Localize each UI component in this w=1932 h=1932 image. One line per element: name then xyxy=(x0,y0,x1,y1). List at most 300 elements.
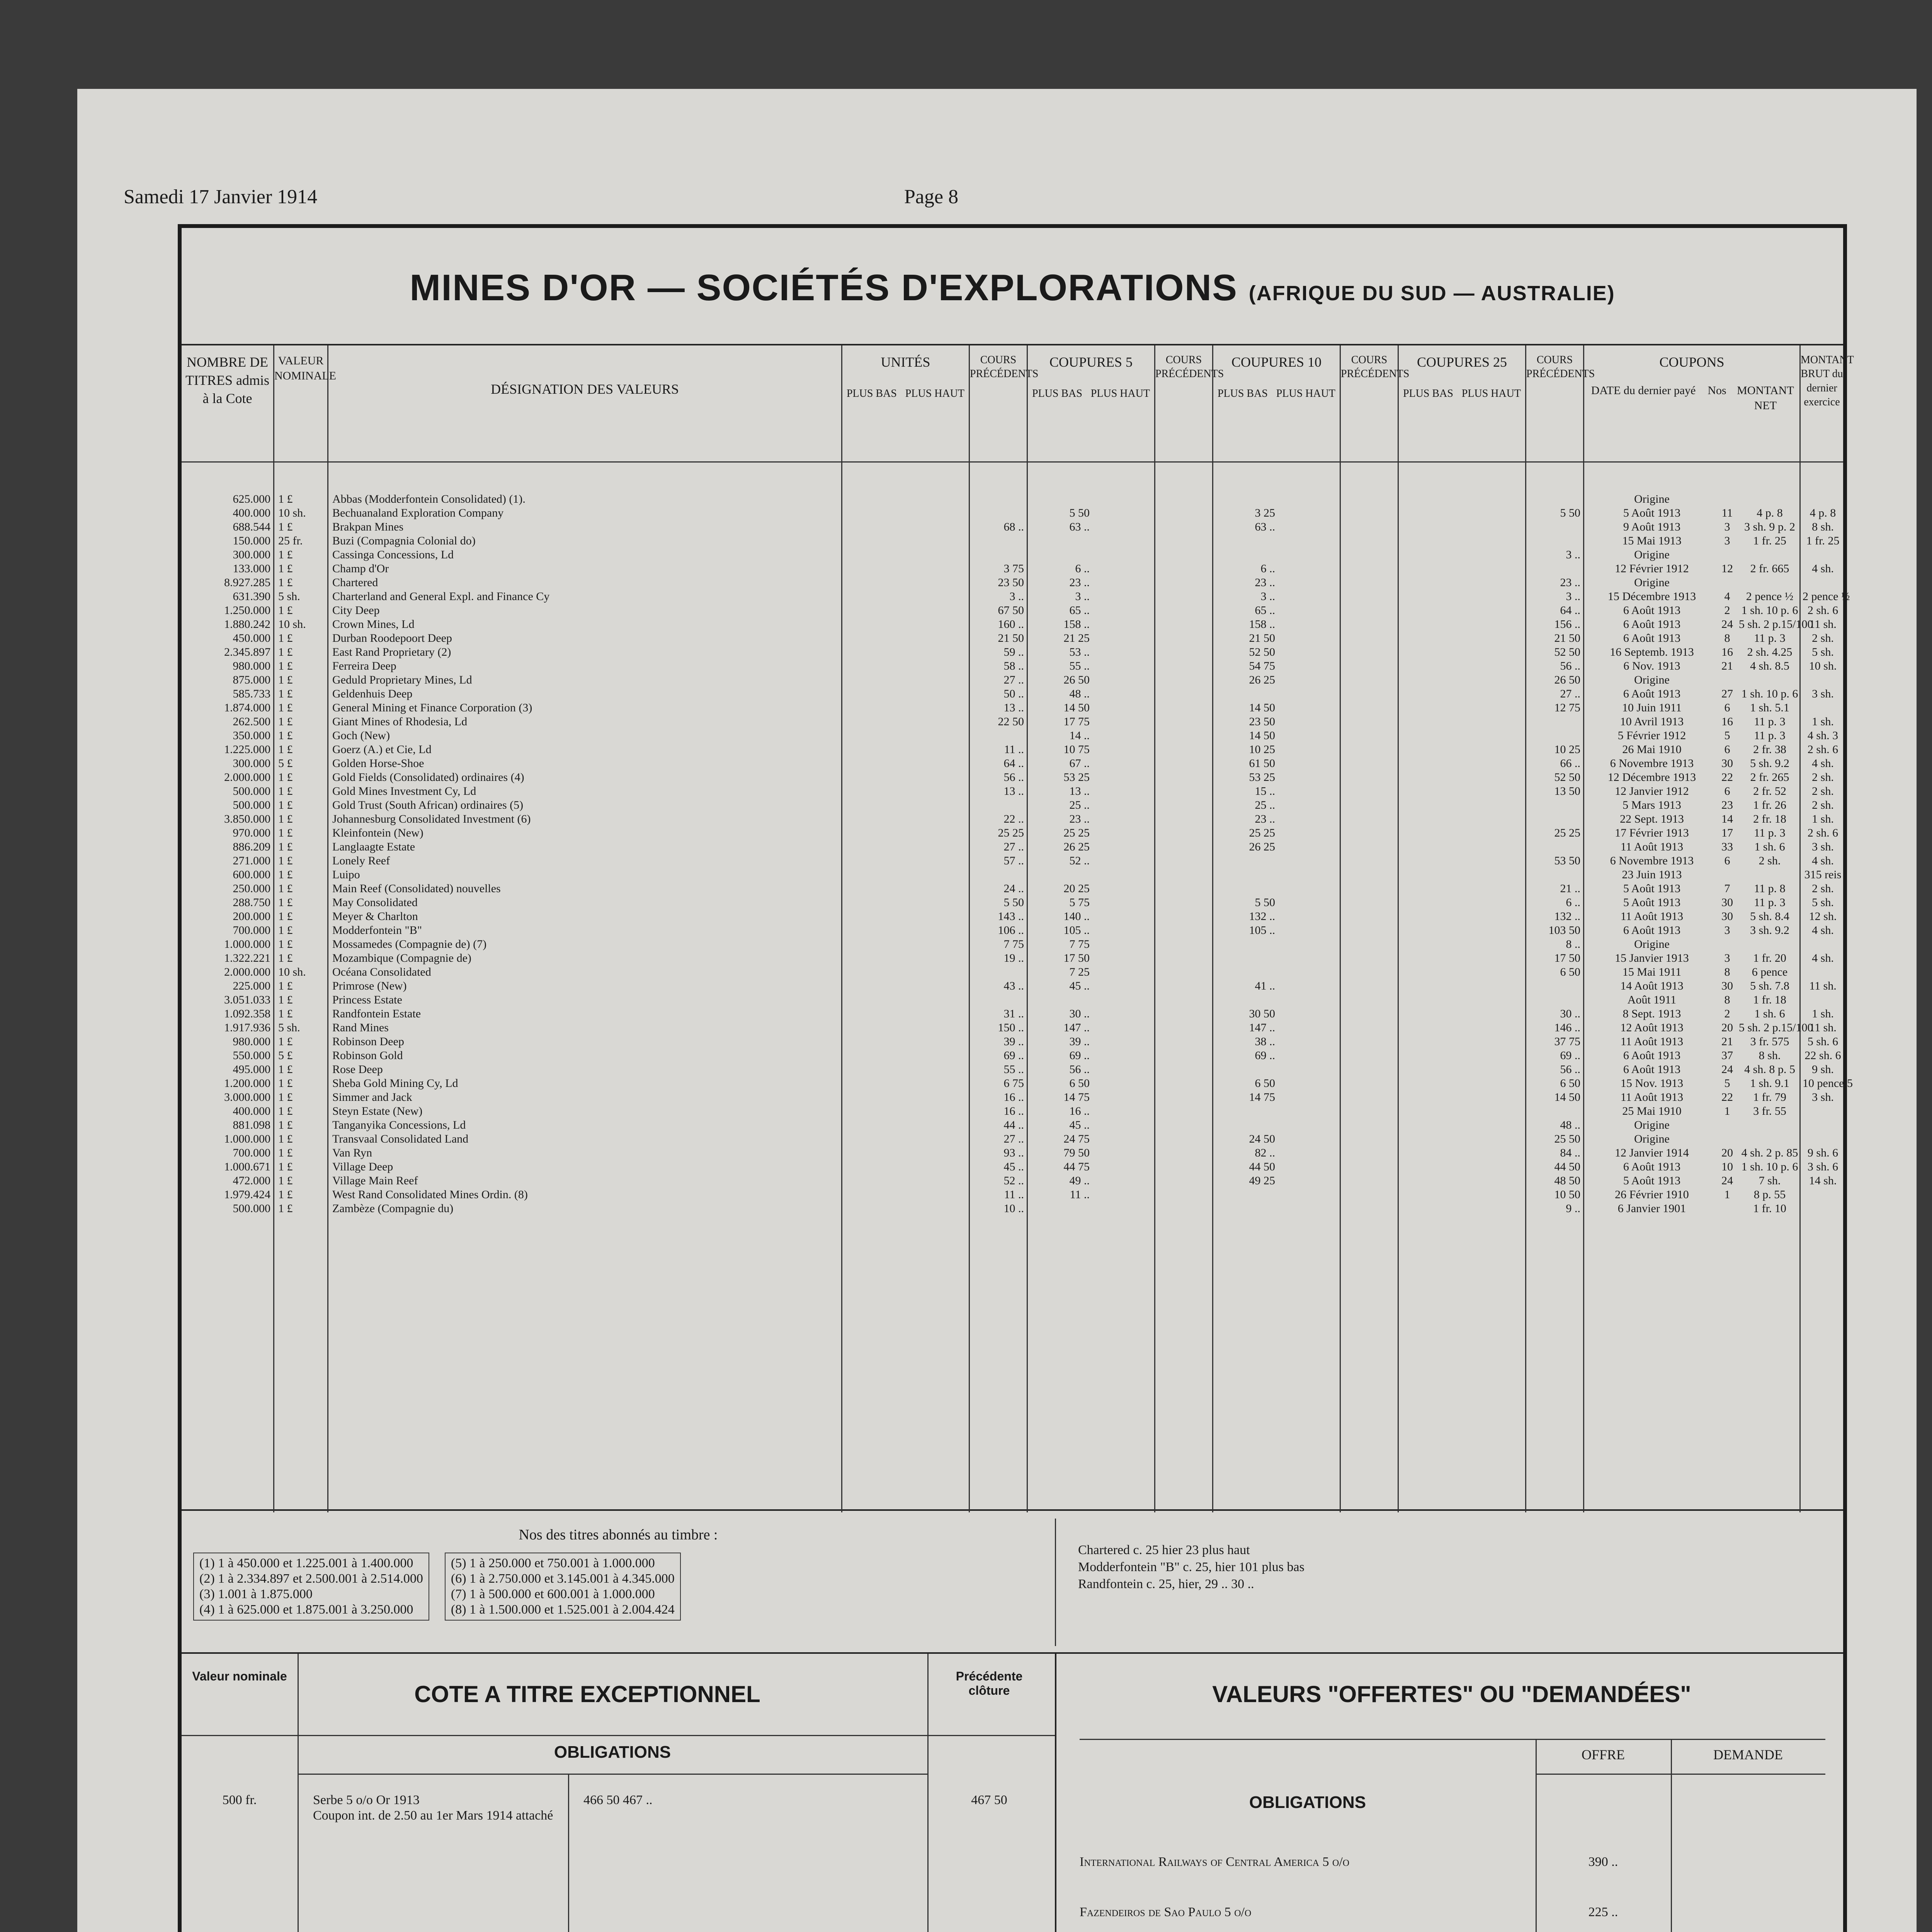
cell-brut: 11 sh. xyxy=(1809,618,1837,631)
cell-date: 25 Mai 1910 xyxy=(1622,1105,1682,1117)
cell-d: Luipo xyxy=(332,868,360,881)
cell-v: 1 £ xyxy=(278,785,293,798)
c10-plus-haut: PLUS HAUT xyxy=(1276,387,1336,400)
coupures10-label: COUPURES 10 xyxy=(1231,354,1322,370)
notes-heading: Nos des titres abonnés au timbre : xyxy=(519,1527,718,1543)
page-title xyxy=(182,267,1843,309)
cell-v: 1 £ xyxy=(278,882,293,895)
cell-net: 1 fr. 10 xyxy=(1753,1202,1786,1215)
cell-brut: 1 sh. xyxy=(1812,1007,1834,1020)
table-row xyxy=(182,1021,1843,1035)
cell-c10: 61 50 xyxy=(1249,757,1275,770)
note-line: Modderfontein "B" c. 25, hier 101 plus bas xyxy=(1078,1560,1304,1574)
offres-obligations: OBLIGATIONS xyxy=(1249,1793,1366,1812)
cell-no: 20 xyxy=(1721,1021,1733,1034)
cell-p25: 48 .. xyxy=(1560,1119,1580,1131)
cell-date: 22 Sept. 1913 xyxy=(1620,813,1684,825)
cote-row-cours: 466 50 467 .. xyxy=(583,1793,653,1807)
cell-date: 11 Août 1913 xyxy=(1620,1091,1684,1104)
cell-date: Origine xyxy=(1634,1119,1670,1131)
cell-brut: 10 pence 5 xyxy=(1803,1077,1853,1090)
cell-brut: 5 sh. xyxy=(1812,646,1834,658)
cell-d: East Rand Proprietary (2) xyxy=(332,646,451,658)
cell-c10: 3 25 xyxy=(1255,507,1275,519)
cell-c5: 24 75 xyxy=(1063,1133,1090,1145)
cell-d: General Mining et Finance Corporation (3) xyxy=(332,701,532,714)
cell-p25: 64 .. xyxy=(1560,604,1580,617)
cell-n: 1.092.358 xyxy=(224,1007,270,1020)
cell-c5: 23 .. xyxy=(1069,813,1090,825)
cell-pr: 16 .. xyxy=(1003,1091,1024,1104)
cell-no: 21 xyxy=(1721,660,1733,672)
cell-n: 700.000 xyxy=(233,1146,270,1159)
offres-rule xyxy=(1080,1739,1825,1740)
cell-c5: 69 .. xyxy=(1069,1049,1090,1062)
c5-plus-bas: PLUS BAS xyxy=(1032,387,1082,400)
cell-p25: 9 .. xyxy=(1566,1202,1580,1215)
note-line: (7) 1 à 500.000 et 600.001 à 1.000.000 xyxy=(451,1587,655,1601)
cell-c10: 14 75 xyxy=(1249,1091,1275,1104)
cell-v: 1 £ xyxy=(278,743,293,756)
table-row xyxy=(182,896,1843,910)
c25-plus-haut: PLUS HAUT xyxy=(1461,387,1521,400)
cell-date: 23 Juin 1913 xyxy=(1622,868,1682,881)
cell-p25: 14 50 xyxy=(1554,1091,1580,1104)
cell-v: 1 £ xyxy=(278,673,293,686)
cell-v: 1 £ xyxy=(278,980,293,992)
cell-c10: 63 .. xyxy=(1255,520,1275,533)
table-row xyxy=(182,576,1843,590)
cell-c5: 30 .. xyxy=(1069,1007,1090,1020)
cell-date: 15 Mai 1913 xyxy=(1622,534,1682,547)
cell-net: 3 fr. 575 xyxy=(1750,1035,1789,1048)
cell-date: 6 Août 1913 xyxy=(1623,604,1681,617)
cell-net: 1 fr. 26 xyxy=(1753,799,1786,811)
cell-v: 5 £ xyxy=(278,1049,293,1062)
cell-no: 24 xyxy=(1721,1063,1733,1076)
cell-d: Abbas (Modderfontein Consolidated) (1). xyxy=(332,493,526,505)
cell-d: Village Deep xyxy=(332,1160,393,1173)
cell-pr: 59 .. xyxy=(1003,646,1024,658)
table-row xyxy=(182,882,1843,896)
cell-net: 4 p. 8 xyxy=(1757,507,1783,519)
cell-pr: 93 .. xyxy=(1003,1146,1024,1159)
cell-d: Princess Estate xyxy=(332,993,402,1006)
cell-d: Gold Fields (Consolidated) ordinaires (4) xyxy=(332,771,524,784)
cell-net: 11 p. 8 xyxy=(1754,882,1786,895)
cell-date: 6 Nov. 1913 xyxy=(1623,660,1680,672)
table-row xyxy=(182,965,1843,979)
col-unites xyxy=(842,345,970,461)
notes-col-2 xyxy=(445,1553,681,1621)
cell-brut: 1 sh. xyxy=(1812,715,1834,728)
cell-net: 5 sh. 7.8 xyxy=(1750,980,1789,992)
cell-d: Gold Mines Investment Cy, Ld xyxy=(332,785,476,798)
cell-c5: 14 75 xyxy=(1063,1091,1090,1104)
cell-c10: 105 .. xyxy=(1249,924,1275,937)
cell-n: 472.000 xyxy=(233,1174,270,1187)
cell-brut: 4 sh. xyxy=(1812,952,1834,964)
cell-d: Modderfontein "B" xyxy=(332,924,422,937)
cell-c5: 65 .. xyxy=(1069,604,1090,617)
cell-c10: 53 25 xyxy=(1249,771,1275,784)
cell-brut: 2 pence ½ xyxy=(1803,590,1850,603)
cell-no: 22 xyxy=(1721,1091,1733,1104)
cell-net: 5 sh. 8.4 xyxy=(1750,910,1789,923)
cell-d: Sheba Gold Mining Cy, Ld xyxy=(332,1077,458,1090)
cell-v: 1 £ xyxy=(278,576,293,589)
table-row xyxy=(182,631,1843,645)
note-line: (8) 1 à 1.500.000 et 1.525.001 à 2.004.424 xyxy=(451,1602,675,1617)
cell-brut: 3 sh. xyxy=(1812,1091,1834,1104)
cell-brut: 2 sh. 6 xyxy=(1807,604,1838,617)
cell-c5: 10 75 xyxy=(1063,743,1090,756)
cell-n: 8.927.285 xyxy=(224,576,270,589)
cell-net: 11 p. 3 xyxy=(1754,896,1786,909)
cell-pr: 143 .. xyxy=(998,910,1024,923)
cell-pr: 69 .. xyxy=(1003,1049,1024,1062)
cell-v: 5 sh. xyxy=(278,590,300,603)
cell-p25: 8 .. xyxy=(1566,938,1580,951)
cell-no: 17 xyxy=(1721,827,1733,839)
cell-no: 30 xyxy=(1721,896,1733,909)
mines-table xyxy=(182,344,1854,1511)
coupons-date: DATE du dernier payé xyxy=(1591,384,1696,397)
cell-no: 8 xyxy=(1724,966,1730,978)
note-line: (2) 1 à 2.334.897 et 2.500.001 à 2.514.000 xyxy=(199,1571,423,1586)
cell-n: 1.322.221 xyxy=(224,952,270,964)
coupures5-label: COUPURES 5 xyxy=(1049,354,1133,370)
cell-brut: 9 sh. xyxy=(1812,1063,1834,1076)
cell-p25: 69 .. xyxy=(1560,1049,1580,1062)
cell-c5: 7 25 xyxy=(1069,966,1090,978)
coupons-montant-net: MONTANT NET xyxy=(1737,384,1794,412)
table-row xyxy=(182,604,1843,617)
table-row xyxy=(182,1063,1843,1077)
cote-row-valeur: 500 fr. xyxy=(222,1793,257,1807)
cell-d: Cassinga Concessions, Ld xyxy=(332,548,454,561)
cell-pr: 57 .. xyxy=(1003,854,1024,867)
cell-net: 2 fr. 52 xyxy=(1753,785,1786,798)
cell-brut: 2 sh. xyxy=(1812,632,1834,645)
cell-d: West Rand Consolidated Mines Ordin. (8) xyxy=(332,1188,528,1201)
cell-date: 6 Août 1913 xyxy=(1623,1160,1681,1173)
cell-net: 1 sh. 10 p. 6 xyxy=(1741,1160,1798,1173)
cell-d: Primrose (New) xyxy=(332,980,407,992)
cell-net: 2 fr. 18 xyxy=(1753,813,1786,825)
cell-date: Origine xyxy=(1634,548,1670,561)
cell-v: 25 fr. xyxy=(278,534,303,547)
offres-header-rule xyxy=(1536,1774,1825,1775)
cell-net: 2 fr. 38 xyxy=(1753,743,1786,756)
cell-c10: 23 50 xyxy=(1249,715,1275,728)
cell-c5: 7 75 xyxy=(1069,938,1090,951)
cell-v: 1 £ xyxy=(278,924,293,937)
cell-c10: 41 .. xyxy=(1255,980,1275,992)
cell-d: Geldenhuis Deep xyxy=(332,687,413,700)
header-date: Samedi 17 Janvier 1914 xyxy=(124,186,318,208)
table-row xyxy=(182,673,1843,687)
col-cours-prec-3: COURS PRÉCÉDENTS xyxy=(1341,345,1399,461)
cell-no: 4 xyxy=(1724,590,1730,603)
c25-plus-bas: PLUS BAS xyxy=(1403,387,1453,400)
cell-brut: 2 sh. 6 xyxy=(1807,743,1838,756)
cell-p25: 21 50 xyxy=(1554,632,1580,645)
cell-c5: 63 .. xyxy=(1069,520,1090,533)
cell-p25: 10 50 xyxy=(1554,1188,1580,1201)
note-line: (5) 1 à 250.000 et 750.001 à 1.000.000 xyxy=(451,1556,655,1570)
cell-d: Geduld Proprietary Mines, Ld xyxy=(332,673,472,686)
offres-title: VALEURS "OFFERTES" OU "DEMANDÉES" xyxy=(1212,1681,1691,1707)
cell-no: 37 xyxy=(1721,1049,1733,1062)
cell-brut: 4 sh. xyxy=(1812,924,1834,937)
cell-v: 5 £ xyxy=(278,757,293,770)
cell-date: 17 Février 1913 xyxy=(1615,827,1689,839)
cell-v: 1 £ xyxy=(278,854,293,867)
cell-pr: 22 .. xyxy=(1003,813,1024,825)
cell-c5: 17 50 xyxy=(1063,952,1090,964)
cell-brut: 4 sh. 3 xyxy=(1807,729,1838,742)
cell-date: 14 Août 1913 xyxy=(1620,980,1684,992)
table-row xyxy=(182,645,1843,659)
cell-date: Origine xyxy=(1634,576,1670,589)
cell-d: Brakpan Mines xyxy=(332,520,404,533)
cell-net: 2 fr. 265 xyxy=(1750,771,1789,784)
cell-brut: 3 sh. xyxy=(1812,840,1834,853)
cell-brut: 9 sh. 6 xyxy=(1807,1146,1838,1159)
cell-brut: 11 sh. xyxy=(1809,1021,1837,1034)
cell-d: Zambèze (Compagnie du) xyxy=(332,1202,454,1215)
cell-p25: 84 .. xyxy=(1560,1146,1580,1159)
cell-v: 1 £ xyxy=(278,1007,293,1020)
table-row xyxy=(182,1104,1843,1118)
cell-d: Ferreira Deep xyxy=(332,660,396,672)
offres-vline-2 xyxy=(1671,1739,1672,1932)
cell-p25: 17 50 xyxy=(1554,952,1580,964)
cell-n: 288.750 xyxy=(233,896,270,909)
cote-header-rule xyxy=(182,1735,1055,1736)
cell-n: 688.544 xyxy=(233,520,270,533)
col-cours-prec-2: COURS PRÉCÉDENTS xyxy=(1155,345,1213,461)
cell-n: 980.000 xyxy=(233,1035,270,1048)
cell-no: 6 xyxy=(1724,854,1730,867)
cell-n: 150.000 xyxy=(233,534,270,547)
cell-p25: 156 .. xyxy=(1554,618,1580,631)
cell-v: 1 £ xyxy=(278,993,293,1006)
cell-v: 1 £ xyxy=(278,548,293,561)
cell-n: 1.225.000 xyxy=(224,743,270,756)
cell-net: 3 fr. 55 xyxy=(1753,1105,1786,1117)
cell-d: Mozambique (Compagnie de) xyxy=(332,952,471,964)
cell-d: Durban Roodepoort Deep xyxy=(332,632,452,645)
cell-c5: 26 25 xyxy=(1063,840,1090,853)
cell-n: 625.000 xyxy=(233,493,270,505)
cell-v: 1 £ xyxy=(278,660,293,672)
cell-c5: 26 50 xyxy=(1063,673,1090,686)
cell-v: 1 £ xyxy=(278,729,293,742)
cell-net: 11 p. 3 xyxy=(1754,729,1786,742)
cell-v: 1 £ xyxy=(278,896,293,909)
table-row xyxy=(182,784,1843,798)
cell-pr: 50 .. xyxy=(1003,687,1024,700)
cell-brut: 8 sh. xyxy=(1812,520,1834,533)
notes-timbre xyxy=(193,1526,1043,1621)
cell-pr: 3 .. xyxy=(1009,590,1024,603)
cell-p25: 52 50 xyxy=(1554,646,1580,658)
cell-n: 970.000 xyxy=(233,827,270,839)
table-row xyxy=(182,506,1843,520)
cell-pr: 22 50 xyxy=(998,715,1024,728)
cell-net: 1 sh. 10 p. 6 xyxy=(1741,604,1798,617)
cell-no: 16 xyxy=(1721,646,1733,658)
table-row xyxy=(182,812,1843,826)
col-valeur: VALEUR NOMINALE xyxy=(274,345,328,461)
cell-pr: 58 .. xyxy=(1003,660,1024,672)
cell-d: Golden Horse-Shoe xyxy=(332,757,424,770)
cell-v: 1 £ xyxy=(278,840,293,853)
cell-date: 8 Sept. 1913 xyxy=(1622,1007,1681,1020)
cell-no: 8 xyxy=(1724,993,1730,1006)
cell-date: 5 Août 1913 xyxy=(1623,507,1681,519)
cell-d: Goch (New) xyxy=(332,729,390,742)
cell-c10: 82 .. xyxy=(1255,1146,1275,1159)
cell-pr: 11 .. xyxy=(1004,743,1024,756)
cell-v: 1 £ xyxy=(278,1160,293,1173)
cell-date: 5 Mars 1913 xyxy=(1622,799,1681,811)
notes-col-1 xyxy=(193,1553,429,1621)
cell-p25: 66 .. xyxy=(1560,757,1580,770)
table-row xyxy=(182,548,1843,562)
cell-no: 3 xyxy=(1724,924,1730,937)
cell-d: City Deep xyxy=(332,604,380,617)
cell-d: Van Ryn xyxy=(332,1146,372,1159)
cell-no: 6 xyxy=(1724,743,1730,756)
cell-net: 5 sh. 2 p.15/100 xyxy=(1739,618,1813,631)
cell-date: 12 Décembre 1913 xyxy=(1607,771,1696,784)
cell-n: 631.390 xyxy=(233,590,270,603)
cell-p25: 3 .. xyxy=(1566,548,1580,561)
table-row xyxy=(182,729,1843,743)
cell-n: 495.000 xyxy=(233,1063,270,1076)
cell-no: 1 xyxy=(1724,1188,1730,1201)
coupons-num: Nos xyxy=(1708,384,1726,397)
cell-no: 10 xyxy=(1721,1160,1733,1173)
cell-n: 350.000 xyxy=(233,729,270,742)
cell-d: Randfontein Estate xyxy=(332,1007,421,1020)
cell-no: 2 xyxy=(1724,604,1730,617)
cell-c10: 26 25 xyxy=(1249,840,1275,853)
cell-c5: 53 .. xyxy=(1069,646,1090,658)
cell-d: Johannesburg Consolidated Investment (6) xyxy=(332,813,531,825)
cell-p25: 53 50 xyxy=(1554,854,1580,867)
cell-n: 585.733 xyxy=(233,687,270,700)
cote-vline-1 xyxy=(298,1654,299,1932)
cell-c10: 158 .. xyxy=(1249,618,1275,631)
cell-pr: 10 .. xyxy=(1003,1202,1024,1215)
table-row xyxy=(182,1007,1843,1021)
cell-d: Tanganyika Concessions, Ld xyxy=(332,1119,466,1131)
cell-no: 11 xyxy=(1721,507,1733,519)
cell-date: Origine xyxy=(1634,938,1670,951)
col-nombre: NOMBRE DE TITRES admis à la Cote xyxy=(182,345,274,461)
cell-d: Océana Consolidated xyxy=(332,966,431,978)
note-line: (6) 1 à 2.750.000 et 3.145.001 à 4.345.000 xyxy=(451,1571,675,1586)
cell-n: 875.000 xyxy=(233,673,270,686)
cell-c5: 44 75 xyxy=(1063,1160,1090,1173)
cell-v: 10 sh. xyxy=(278,966,306,978)
cote-precedente: Précédente clôture xyxy=(956,1669,1023,1697)
cell-v: 1 £ xyxy=(278,1119,293,1131)
cell-date: 10 Juin 1911 xyxy=(1622,701,1682,714)
table-row xyxy=(182,715,1843,729)
cell-no: 16 xyxy=(1721,715,1733,728)
cell-date: 15 Nov. 1913 xyxy=(1620,1077,1684,1090)
col-coupures10 xyxy=(1213,345,1341,461)
cell-c5: 53 25 xyxy=(1063,771,1090,784)
cell-n: 500.000 xyxy=(233,785,270,798)
cell-p25: 6 50 xyxy=(1560,1077,1580,1090)
cell-c5: 25 .. xyxy=(1069,799,1090,811)
cell-date: Origine xyxy=(1634,1133,1670,1145)
note-line: (3) 1.001 à 1.875.000 xyxy=(199,1587,313,1601)
cell-c10: 38 .. xyxy=(1255,1035,1275,1048)
cell-brut: 4 p. 8 xyxy=(1810,507,1836,519)
cell-n: 225.000 xyxy=(233,980,270,992)
cell-d: Robinson Deep xyxy=(332,1035,404,1048)
cell-brut: 5 sh. 6 xyxy=(1807,1035,1838,1048)
cell-net: 7 sh. xyxy=(1759,1174,1781,1187)
cell-no: 2 xyxy=(1724,1007,1730,1020)
table-row xyxy=(182,520,1843,534)
cell-d: Giant Mines of Rhodesia, Ld xyxy=(332,715,468,728)
cell-pr: 52 .. xyxy=(1003,1174,1024,1187)
cell-v: 1 £ xyxy=(278,1133,293,1145)
cell-p25: 56 .. xyxy=(1560,660,1580,672)
cell-brut: 2 sh. xyxy=(1812,799,1834,811)
cell-n: 886.209 xyxy=(233,840,270,853)
cell-no: 24 xyxy=(1721,618,1733,631)
cell-p25: 23 .. xyxy=(1560,576,1580,589)
cell-no: 27 xyxy=(1721,687,1733,700)
cell-c10: 52 50 xyxy=(1249,646,1275,658)
cell-d: May Consolidated xyxy=(332,896,418,909)
cell-c5: 25 25 xyxy=(1063,827,1090,839)
cell-c10: 3 .. xyxy=(1260,590,1275,603)
table-row xyxy=(182,701,1843,715)
cell-c10: 54 75 xyxy=(1249,660,1275,672)
cell-brut: 14 sh. xyxy=(1809,1174,1837,1187)
cell-net: 1 sh. 6 xyxy=(1754,840,1785,853)
cell-brut: 2 sh. xyxy=(1812,785,1834,798)
cell-date: 6 Août 1913 xyxy=(1623,1063,1681,1076)
cell-date: 6 Janvier 1901 xyxy=(1617,1202,1686,1215)
cell-c5: 11 .. xyxy=(1070,1188,1090,1201)
table-row xyxy=(182,840,1843,854)
cell-c10: 6 50 xyxy=(1255,1077,1275,1090)
cell-pr: 150 .. xyxy=(998,1021,1024,1034)
cell-d: Mossamedes (Compagnie de) (7) xyxy=(332,938,487,951)
cell-v: 10 sh. xyxy=(278,618,306,631)
offre-item-value: 390 .. xyxy=(1588,1855,1618,1869)
cell-pr: 5 50 xyxy=(1003,896,1024,909)
cell-d: Rose Deep xyxy=(332,1063,383,1076)
cell-pr: 68 .. xyxy=(1003,520,1024,533)
cell-v: 1 £ xyxy=(278,701,293,714)
cell-no: 7 xyxy=(1724,882,1730,895)
cell-p25: 52 50 xyxy=(1554,771,1580,784)
cell-pr: 3 75 xyxy=(1003,562,1024,575)
cell-v: 5 sh. xyxy=(278,1021,300,1034)
